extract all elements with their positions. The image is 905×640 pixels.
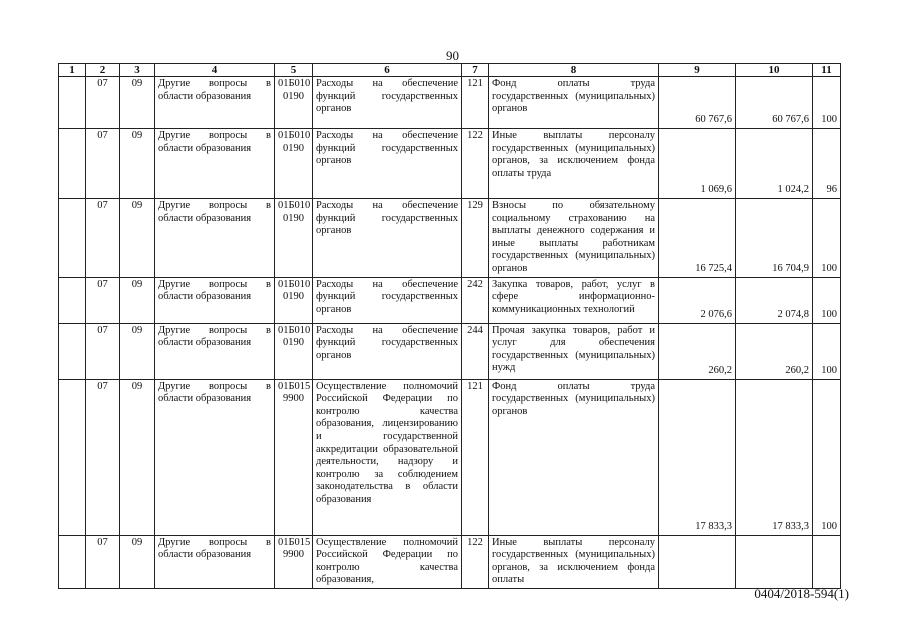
target-article-name-cell: Расходы на обеспечение функций государственных органов — [313, 323, 462, 379]
column-header-10: 10 — [736, 64, 813, 77]
column-header-5: 5 — [275, 64, 313, 77]
planned-amount-cell: 260,2 — [659, 323, 736, 379]
section-name-cell: Другие вопросы в области образования — [155, 535, 275, 588]
table-row — [59, 77, 841, 129]
row-number-cell — [59, 277, 86, 323]
target-article-name-cell: Расходы на обеспечение функций государственных органов — [313, 129, 462, 199]
actual-amount-cell: 2 074,8 — [736, 277, 813, 323]
target-article-name-cell: Осуществление полномочий Российской Федерации по контролю качества образования, лицензированию и государственной аккредитации образовательной деятельности, надзору и контролю за соблюдением законодательства в области образования — [313, 379, 462, 535]
execution-percent-cell — [813, 535, 841, 588]
column-header-2: 2 — [86, 64, 120, 77]
expense-type-name-cell: Закупка товаров, работ, услуг в сфере информационно-коммуникационных технологий — [489, 277, 659, 323]
expense-type-cell: 129 — [462, 199, 489, 278]
section-cell: 07 — [86, 199, 120, 278]
document-id: 0404/2018-594(1) — [754, 586, 849, 601]
row-number-cell — [59, 323, 86, 379]
section-name-cell: Другие вопросы в области образования — [155, 129, 275, 199]
section-cell: 07 — [86, 323, 120, 379]
actual-amount-cell: 260,2 — [736, 323, 813, 379]
target-article-cell: 01Б015 9900 — [275, 535, 313, 588]
target-article-name-cell: Расходы на обеспечение функций государственных органов — [313, 77, 462, 129]
section-cell: 07 — [86, 379, 120, 535]
expense-type-name-cell: Фонд оплаты труда государственных (муниципальных) органов — [489, 379, 659, 535]
target-article-cell: 01Б010 0190 — [275, 277, 313, 323]
subsection-cell: 09 — [120, 77, 155, 129]
section-name-cell: Другие вопросы в области образования — [155, 77, 275, 129]
target-article-cell: 01Б010 0190 — [275, 129, 313, 199]
section-name-cell: Другие вопросы в области образования — [155, 379, 275, 535]
expense-type-cell: 122 — [462, 129, 489, 199]
actual-amount-cell: 60 767,6 — [736, 77, 813, 129]
table-row — [59, 379, 841, 535]
expense-type-name-cell: Иные выплаты персоналу государственных (муниципальных) органов, за исключением фонда оплаты — [489, 535, 659, 588]
row-number-cell — [59, 199, 86, 278]
section-name-cell: Другие вопросы в области образования — [155, 277, 275, 323]
target-article-name-cell: Расходы на обеспечение функций государственных органов — [313, 277, 462, 323]
column-header-4: 4 — [155, 64, 275, 77]
section-cell: 07 — [86, 129, 120, 199]
column-header-8: 8 — [489, 64, 659, 77]
expense-type-cell: 121 — [462, 379, 489, 535]
row-number-cell — [59, 379, 86, 535]
planned-amount-cell: 60 767,6 — [659, 77, 736, 129]
actual-amount-cell: 1 024,2 — [736, 129, 813, 199]
target-article-name-cell: Осуществление полномочий Российской Федерации по контролю качества образования, — [313, 535, 462, 588]
planned-amount-cell: 1 069,6 — [659, 129, 736, 199]
expense-type-cell: 122 — [462, 535, 489, 588]
section-name-cell: Другие вопросы в области образования — [155, 199, 275, 278]
execution-percent-cell: 96 — [813, 129, 841, 199]
row-number-cell — [59, 535, 86, 588]
section-cell: 07 — [86, 535, 120, 588]
column-header-11: 11 — [813, 64, 841, 77]
expense-type-cell: 121 — [462, 77, 489, 129]
subsection-cell: 09 — [120, 277, 155, 323]
column-header-7: 7 — [462, 64, 489, 77]
column-header-3: 3 — [120, 64, 155, 77]
target-article-cell: 01Б010 0190 — [275, 199, 313, 278]
expense-type-name-cell: Прочая закупка товаров, работ и услуг для обеспечения государственных (муниципальных) нужд — [489, 323, 659, 379]
planned-amount-cell: 17 833,3 — [659, 379, 736, 535]
subsection-cell: 09 — [120, 379, 155, 535]
table-row — [59, 535, 841, 588]
subsection-cell: 09 — [120, 129, 155, 199]
section-cell: 07 — [86, 77, 120, 129]
execution-percent-cell: 100 — [813, 199, 841, 278]
target-article-cell: 01Б010 0190 — [275, 323, 313, 379]
actual-amount-cell — [736, 535, 813, 588]
actual-amount-cell: 16 704,9 — [736, 199, 813, 278]
expense-type-cell: 242 — [462, 277, 489, 323]
subsection-cell: 09 — [120, 323, 155, 379]
expense-type-name-cell: Взносы по обязательному социальному страхованию на выплаты денежного содержания и иные выплаты работникам государственных (муниципальных) органов — [489, 199, 659, 278]
execution-percent-cell: 100 — [813, 323, 841, 379]
execution-percent-cell: 100 — [813, 77, 841, 129]
row-number-cell — [59, 129, 86, 199]
column-header-1: 1 — [59, 64, 86, 77]
column-header-9: 9 — [659, 64, 736, 77]
target-article-cell: 01Б015 9900 — [275, 379, 313, 535]
page-number: 90 — [446, 48, 459, 63]
header-row — [59, 64, 841, 77]
execution-percent-cell: 100 — [813, 277, 841, 323]
section-cell: 07 — [86, 277, 120, 323]
expense-type-name-cell: Фонд оплаты труда государственных (муниципальных) органов — [489, 77, 659, 129]
actual-amount-cell: 17 833,3 — [736, 379, 813, 535]
expense-type-name-cell: Иные выплаты персоналу государственных (муниципальных) органов, за исключением фонда оплаты труда — [489, 129, 659, 199]
table-row — [59, 277, 841, 323]
expense-type-cell: 244 — [462, 323, 489, 379]
planned-amount-cell: 2 076,6 — [659, 277, 736, 323]
planned-amount-cell: 16 725,4 — [659, 199, 736, 278]
table-row — [59, 199, 841, 278]
row-number-cell — [59, 77, 86, 129]
target-article-cell: 01Б010 0190 — [275, 77, 313, 129]
table-row — [59, 129, 841, 199]
table-row — [59, 323, 841, 379]
section-name-cell: Другие вопросы в области образования — [155, 323, 275, 379]
subsection-cell: 09 — [120, 199, 155, 278]
subsection-cell: 09 — [120, 535, 155, 588]
budget-table — [58, 63, 841, 589]
execution-percent-cell: 100 — [813, 379, 841, 535]
column-header-6: 6 — [313, 64, 462, 77]
target-article-name-cell: Расходы на обеспечение функций государственных органов — [313, 199, 462, 278]
table-body — [59, 77, 841, 589]
planned-amount-cell — [659, 535, 736, 588]
